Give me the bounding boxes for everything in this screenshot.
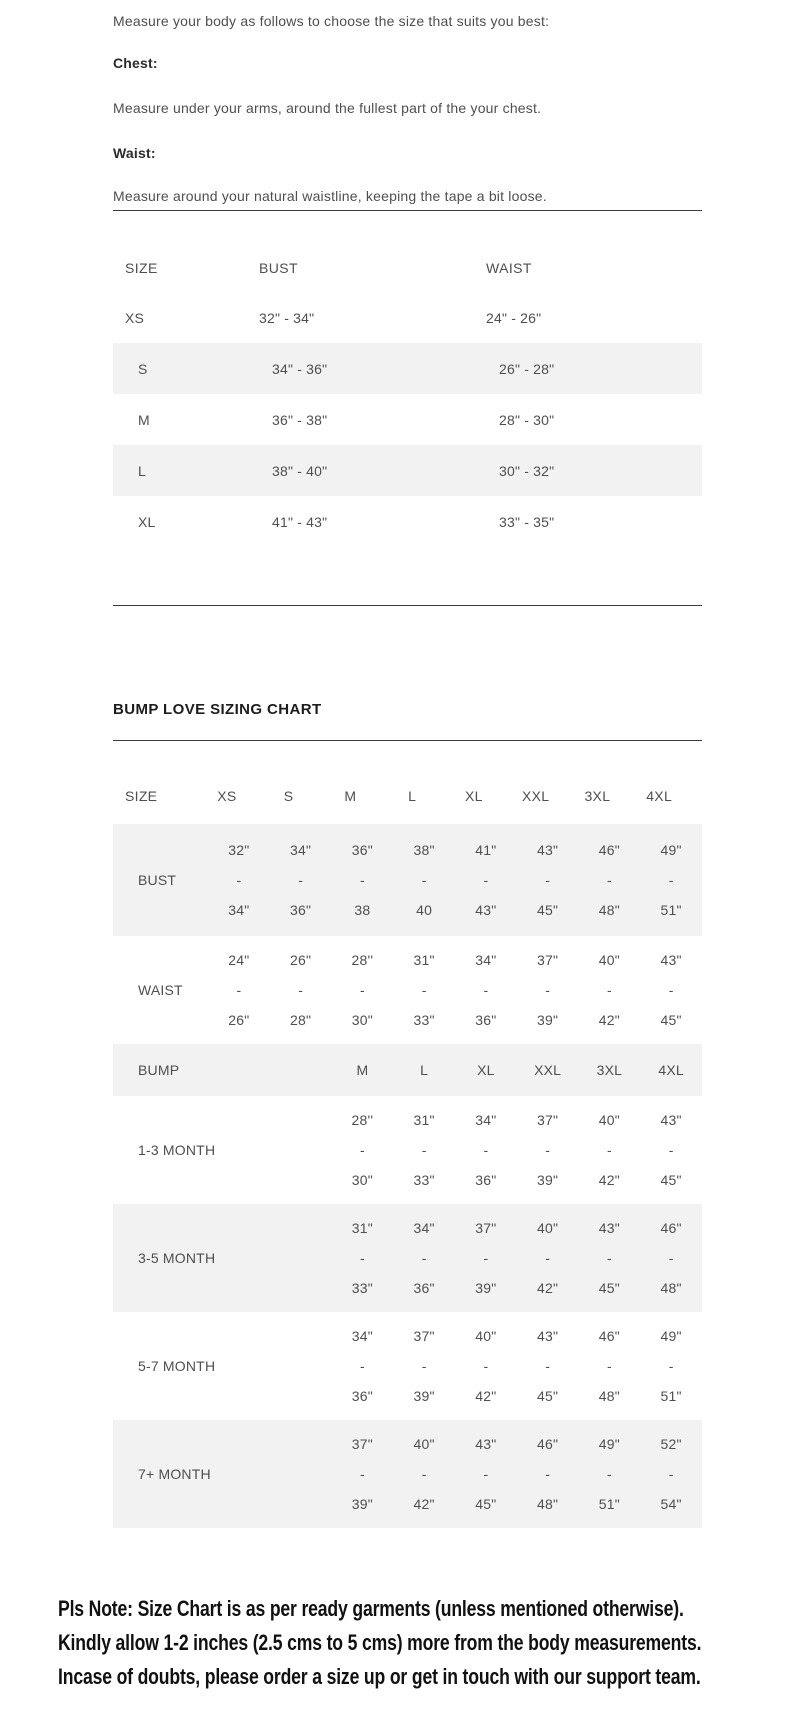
- bump-table-cell: 4XL: [658, 1062, 684, 1078]
- size-cell: XS: [125, 309, 145, 326]
- bump-table-cell: 34" - 36": [351, 1328, 373, 1404]
- waist-instruction: Measure around your natural waistline, keeping the tape a bit loose.: [113, 188, 547, 204]
- bump-table-cell: 38" - 40: [413, 842, 435, 918]
- bump-table-cell: 49" - 51": [660, 842, 682, 918]
- bump-table-cell: 43" - 45": [660, 1112, 682, 1188]
- waist-label: Waist:: [113, 145, 156, 161]
- bump-table-row: [113, 1312, 702, 1420]
- size-cell: XL: [138, 513, 156, 530]
- bump-table-cell: 37" - 39": [537, 952, 559, 1028]
- divider-line-top: [113, 210, 702, 211]
- bump-table-cell: 40" - 42": [475, 1328, 497, 1404]
- bump-table-cell: XXL: [534, 1062, 562, 1078]
- bump-table-cell: 31" - 33": [351, 1220, 373, 1296]
- bump-table-body: [113, 824, 702, 1528]
- size-cell: S: [138, 360, 148, 377]
- bust-cell: 32" - 34": [259, 309, 315, 326]
- chest-label: Chest:: [113, 55, 158, 71]
- bump-table-row: [113, 1096, 702, 1204]
- bump-table-cell: 34" - 36": [290, 842, 312, 918]
- bump-table-cell: 34" - 36": [475, 1112, 497, 1188]
- note-line: Incase of doubts, please order a size up or get in touch with our support team.: [58, 1664, 701, 1689]
- column-header-waist: WAIST: [486, 259, 532, 276]
- bump-row-label: WAIST: [138, 982, 183, 998]
- note-line: Pls Note: Size Chart is as per ready garments (unless mentioned otherwise).: [58, 1596, 684, 1621]
- column-header-size: SIZE: [125, 788, 158, 804]
- table-row-m: [113, 394, 702, 445]
- bump-table-cell: 24" - 26": [228, 952, 250, 1028]
- column-header-3xl: 3XL: [584, 788, 611, 804]
- bump-table-cell: 41" - 43": [475, 842, 497, 918]
- bump-table-cell: M: [356, 1062, 369, 1078]
- bump-table-cell: 28'' - 30": [351, 1112, 374, 1188]
- bump-table-cell: 49" - 51": [598, 1436, 620, 1512]
- waist-cell: 33" - 35": [499, 513, 555, 530]
- bump-table-header-row: [113, 775, 702, 817]
- bump-table-cell: 46" - 48": [598, 1328, 620, 1404]
- size-table-header-row: [113, 243, 702, 292]
- intro-line: Measure your body as follows to choose the size that suits you best:: [113, 13, 550, 29]
- column-header-xs: XS: [217, 788, 237, 804]
- table-row-xs: [113, 292, 702, 343]
- bump-table-cell: 46" - 48": [598, 842, 620, 918]
- divider-line-under-title: [113, 740, 702, 741]
- bump-table-cell: 46" - 48": [537, 1436, 559, 1512]
- column-header-bust: BUST: [259, 259, 298, 276]
- bump-table-cell: XL: [477, 1062, 495, 1078]
- bump-table-row: [113, 1204, 702, 1312]
- bump-row-label: 5-7 MONTH: [138, 1358, 216, 1374]
- bump-table-cell: 52" - 54": [660, 1436, 682, 1512]
- table-row-l: [113, 445, 702, 496]
- bump-table-cell: 37" - 39": [537, 1112, 559, 1188]
- table-row-xl: [113, 496, 702, 547]
- bump-table-cell: 26" - 28": [290, 952, 312, 1028]
- bump-table-row: [113, 1044, 702, 1096]
- bust-cell: 36" - 38": [272, 411, 328, 428]
- bump-table-cell: 3XL: [596, 1062, 623, 1078]
- bust-cell: 38" - 40": [272, 462, 328, 479]
- bump-table-cell: 43" - 45": [660, 952, 682, 1028]
- waist-cell: 28" - 30": [499, 411, 555, 428]
- bump-table-cell: 43" - 45": [475, 1436, 497, 1512]
- size-cell: L: [138, 462, 146, 479]
- bump-table-cell: L: [420, 1062, 429, 1078]
- bump-row-label: 3-5 MONTH: [138, 1250, 216, 1266]
- size-cell: M: [138, 411, 150, 428]
- bump-table-cell: 37" - 39": [413, 1328, 435, 1404]
- note-line: Kindly allow 1-2 inches (2.5 cms to 5 cms) more from the body measurements.: [58, 1630, 702, 1655]
- divider-line-middle: [113, 605, 702, 606]
- note-text: [58, 1592, 701, 1694]
- waist-cell: 24" - 26": [486, 309, 542, 326]
- bump-table-row: [113, 824, 702, 936]
- bump-table-cell: 32" - 34": [228, 842, 250, 918]
- column-header-m: M: [344, 788, 357, 804]
- column-header-xxl: XXL: [521, 788, 550, 804]
- bump-table-cell: 28'' - 30": [351, 952, 374, 1028]
- bump-table-cell: 40" - 42": [413, 1436, 435, 1512]
- bump-row-label: 1-3 MONTH: [138, 1142, 216, 1158]
- body-size-table: [113, 243, 702, 547]
- bump-table-cell: 31" - 33": [413, 1112, 435, 1188]
- bump-table-cell: 34" - 36": [475, 952, 497, 1028]
- bump-table-cell: 43" - 45": [537, 1328, 559, 1404]
- bump-table-cell: 40" - 42": [598, 1112, 620, 1188]
- bump-table-cell: 37" - 39": [351, 1436, 373, 1512]
- chest-instruction: Measure under your arms, around the fullest part of the your chest.: [113, 100, 542, 116]
- column-header-4xl: 4XL: [646, 788, 673, 804]
- bump-row-label: 7+ MONTH: [138, 1466, 211, 1482]
- bump-table-cell: 31" - 33": [413, 952, 435, 1028]
- bump-table-cell: 37" - 39": [475, 1220, 497, 1296]
- bump-row-label: BUMP: [138, 1062, 180, 1078]
- column-header-size: SIZE: [125, 259, 158, 276]
- column-header-l: L: [408, 788, 417, 804]
- bust-cell: 34" - 36": [272, 360, 328, 377]
- bump-chart-title: BUMP LOVE SIZING CHART: [113, 701, 322, 718]
- column-header-xl: XL: [465, 788, 483, 804]
- bump-table-cell: 43" - 45": [537, 842, 559, 918]
- bump-table-cell: 49" - 51": [660, 1328, 682, 1404]
- bust-cell: 41" - 43": [272, 513, 328, 530]
- bump-table-cell: 36" - 38: [351, 842, 373, 918]
- bump-table-cell: 34" - 36": [413, 1220, 435, 1296]
- bump-table-row: [113, 936, 702, 1044]
- waist-cell: 30" - 32": [499, 462, 555, 479]
- bump-table-cell: 43" - 45": [598, 1220, 620, 1296]
- column-header-s: S: [283, 788, 294, 804]
- bump-row-label: BUST: [138, 872, 177, 888]
- bump-table-row: [113, 1420, 702, 1528]
- bump-table-cell: 46" - 48": [660, 1220, 682, 1296]
- waist-cell: 26" - 28": [499, 360, 555, 377]
- table-row-s: [113, 343, 702, 394]
- bump-table-cell: 40" - 42": [537, 1220, 559, 1296]
- bump-table-cell: 40" - 42": [598, 952, 620, 1028]
